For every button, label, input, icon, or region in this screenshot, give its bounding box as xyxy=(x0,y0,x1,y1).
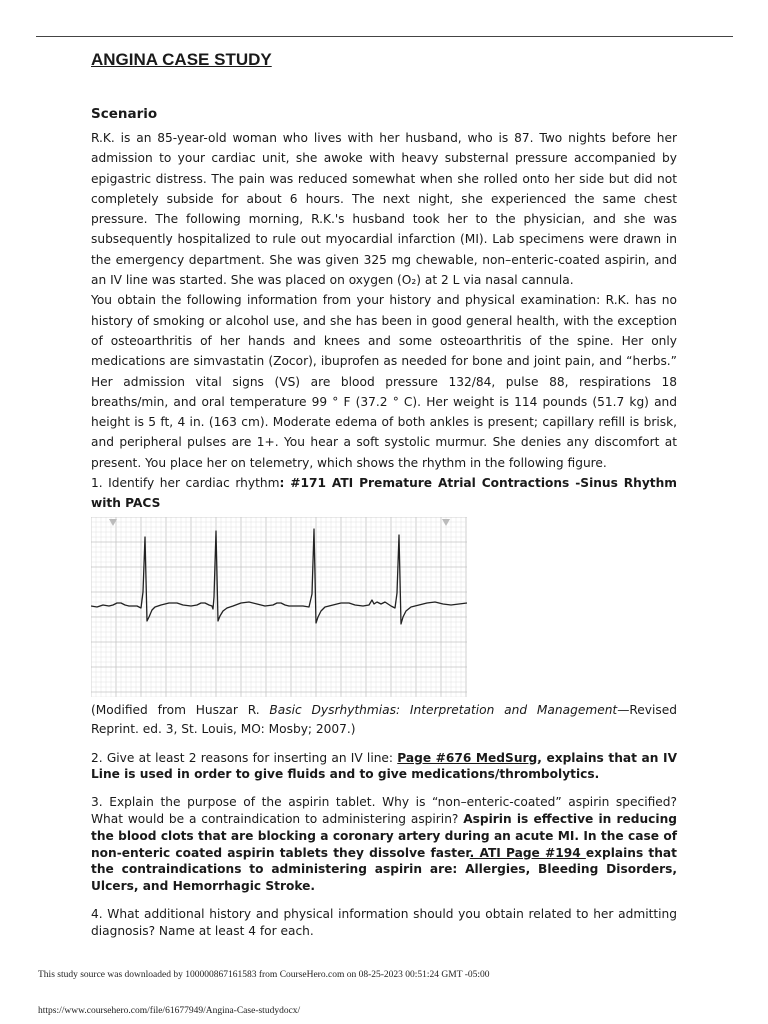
question-3-reference: . ATI Page #194 xyxy=(469,845,586,860)
scenario-paragraph-2: You obtain the following information from your history and physical examination: R.K. has no history of smoking or alcohol use, and she has been in good general health, with the exception of osteoarthritis of her hands and knees and some osteoarthritis of the spine. Her only medications are simvastatin (Zocor), ibuprofen as needed for bone and joint pain, and “herbs.” Her admission vital signs (VS) are blood pressure 132/84, pulse 88, respirations 18 breaths/min, and oral temperature 99 ° F (37.2 ° C). Her weight is 114 pounds (51.7 kg) and height is 5 ft, 4 in. (163 cm). Moderate edema of both ankles is present; capillary refill is brisk, and peripheral pulses are 1+. You hear a soft systolic murmur. She denies any discomfort at present. You place her on telemetry, which shows the rhythm in the following figure. xyxy=(91,293,677,470)
question-4: 4. What additional history and physical information should you obtain related to her admitting diagnosis? Name at least 4 for each. xyxy=(91,907,677,938)
ecg-strip xyxy=(91,517,467,697)
scenario-heading: Scenario xyxy=(91,106,158,122)
caption-book-title: Basic Dysrhythmias: Interpretation and Management xyxy=(269,702,618,717)
question-3 xyxy=(91,794,677,895)
top-rule xyxy=(36,36,733,37)
question-2-answer: , explains that an IV Line is used in order to give fluids and to give medications/thrombolytics. xyxy=(91,750,678,782)
caption-prefix: (Modified from Huszar R. xyxy=(91,702,270,717)
question-1-text: 1. Identify her cardiac rhythm xyxy=(91,476,280,491)
question-2-reference: Page #676 MedSurg xyxy=(397,750,538,765)
download-notice: This study source was downloaded by 100000867161583 from CourseHero.com on 08-25-2023 00:51:24 GMT -05:00 xyxy=(38,970,490,980)
source-url: https://www.coursehero.com/file/61677949/Angina-Case-studydocx/ xyxy=(38,1006,301,1016)
scenario-paragraph-1: R.K. is an 85-year-old woman who lives with her husband, who is 87. Two nights before her admission to your cardiac unit, she awoke with heavy substernal pressure accompanied by epigastric distress. The pain was reduced somewhat when she rolled onto her side but did not completely subside for about 6 hours. The next night, she experienced the same chest pressure. The following morning, R.K.'s husband took her to the physician, and she was subsequently hospitalized to rule out myocardial infarction (MI). Lab specimens were drawn in the emergency department. She was given 325 mg chewable, non–enteric-coated aspirin, and an IV line was started. She was placed on oxygen (O₂) at 2 L via nasal cannula. xyxy=(91,131,677,288)
question-3-answer-1: Aspirin is effective in reducing the blood clots that are blocking a coronary artery during an acute MI. In the case of non-enteric coated aspirin tablets they dissolve faster xyxy=(91,812,677,860)
document-body xyxy=(91,106,677,940)
figure-caption xyxy=(91,701,677,739)
question-3-text: 3. Explain the purpose of the aspirin tablet. Why is “non–enteric-coated” aspirin specified? What would be a contraindication to administering aspirin? xyxy=(91,795,677,827)
caption-suffix: —Revised Reprint. ed. 3, St. Louis, MO: Mosby; 2007.) xyxy=(91,702,677,736)
question-2 xyxy=(91,750,677,784)
question-2-text: 2. Give at least 2 reasons for inserting an IV line: xyxy=(91,750,398,765)
page-title: ANGINA CASE STUDY xyxy=(91,50,272,69)
question-1-answer: : #171 ATI Premature Atrial Contractions -Sinus Rhythm with PACS xyxy=(91,476,677,511)
question-1 xyxy=(91,473,677,514)
question-3-answer-2: explains that the contraindications to administering aspirin are: Allergies, Bleeding Disorders, Ulcers, and Hemorrhagic Stroke. xyxy=(91,845,677,894)
ecg-strip-figure xyxy=(91,517,467,697)
